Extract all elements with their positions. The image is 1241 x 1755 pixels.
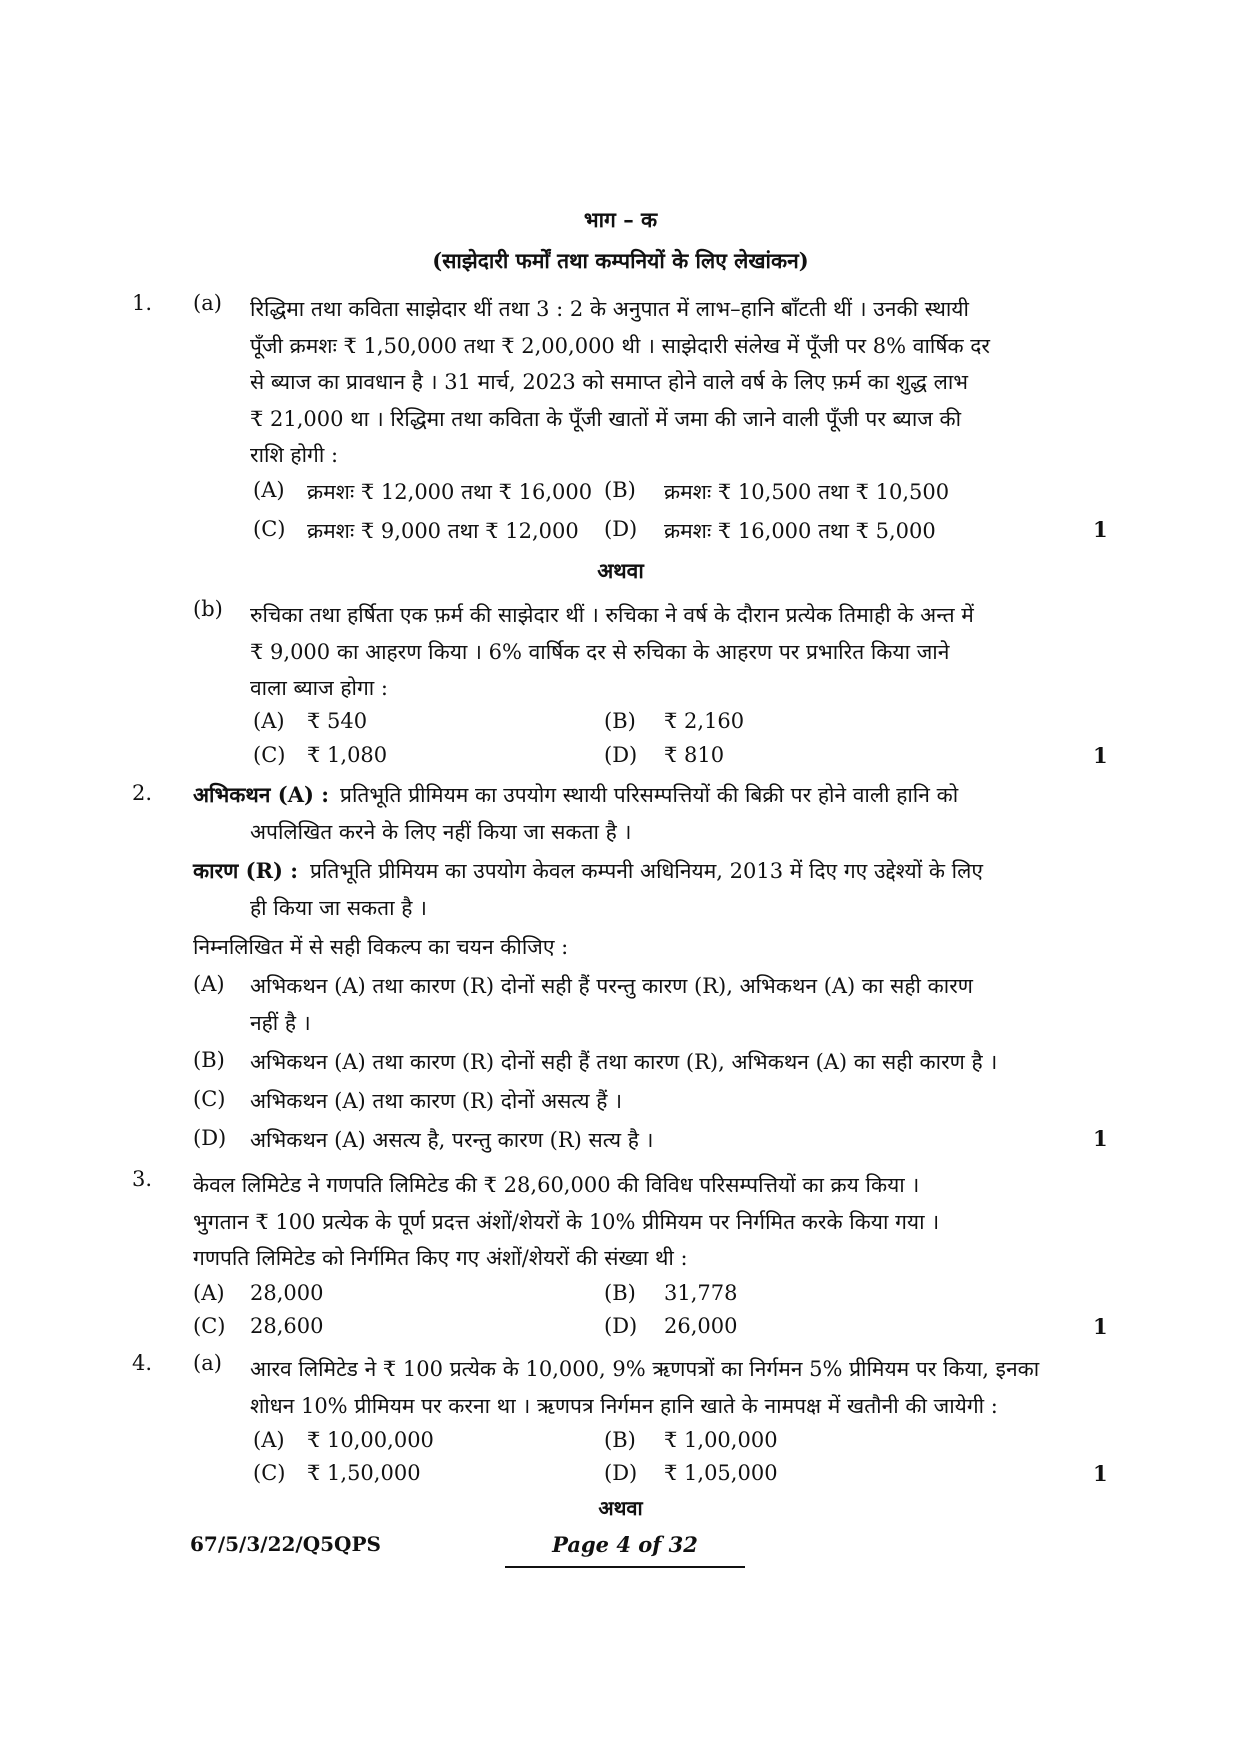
q1a-option-b-text: क्रमशः ₹ 10,500 तथा ₹ 10,500 — [664, 480, 950, 504]
q4a-option-d-text: ₹ 1,05,000 — [664, 1461, 778, 1485]
q4a-option-d-label: (D) — [604, 1461, 638, 1485]
q1b-option-c-label: (C) — [253, 743, 286, 767]
section-subtitle: (साझेदारी फर्मों तथा कम्पनियों के लिए लेखांकन) — [432, 248, 809, 273]
q3-option-c-text: 28,600 — [250, 1314, 324, 1338]
reason-line-2: ही किया जा सकता है । — [250, 896, 428, 920]
q1b-option-a-label: (A) — [253, 709, 285, 733]
q4a-option-a-text: ₹ 10,00,000 — [307, 1428, 434, 1452]
q1b-marks: 1 — [1093, 743, 1108, 768]
q4a-line: आरव लिमिटेड ने ₹ 100 प्रत्येक के 10,000, 9% ऋणपत्रों का निर्गमन 5% प्रीमियम पर किया, इनका — [250, 1357, 1040, 1381]
q1a-line: से ब्याज का प्रावधान है । 31 मार्च, 2023 को समाप्त होने वाले वर्ष के लिए फ़र्म का शुद्ध लाभ — [250, 370, 969, 394]
question-1-number: 1. — [132, 291, 153, 315]
question-1b-label: (b) — [193, 597, 223, 621]
or-separator: अथवा — [597, 558, 644, 583]
q4a-option-c-text: ₹ 1,50,000 — [307, 1461, 421, 1485]
paper-code: 67/5/3/22/Q5QPS — [190, 1532, 381, 1556]
question-4a-label: (a) — [193, 1351, 222, 1375]
question-4-number: 4. — [132, 1351, 153, 1375]
q1b-line: वाला ब्याज होगा : — [250, 676, 388, 700]
question-1a-label: (a) — [193, 291, 222, 315]
section-title: भाग – क — [583, 207, 658, 232]
q4a-option-b-label: (B) — [604, 1428, 636, 1452]
q1b-option-b-label: (B) — [604, 709, 636, 733]
assertion-line-1: प्रतिभूति प्रीमियम का उपयोग स्थायी परिसम्पत्तियों की बिक्री पर होने वाली हानि को — [340, 783, 959, 807]
q1a-option-d-label: (D) — [604, 517, 638, 541]
q2-option-b-text: अभिकथन (A) तथा कारण (R) दोनों सही हैं तथा कारण (R), अभिकथन (A) का सही कारण है । — [250, 1050, 998, 1074]
q2-option-d-text: अभिकथन (A) असत्य है, परन्तु कारण (R) सत्य है । — [250, 1128, 654, 1152]
q2-option-a-label: (A) — [193, 972, 225, 996]
q4a-option-b-text: ₹ 1,00,000 — [664, 1428, 778, 1452]
q3-option-a-label: (A) — [193, 1281, 225, 1305]
q3-marks: 1 — [1093, 1314, 1108, 1339]
q1a-line: ₹ 21,000 था । रिद्धिमा तथा कविता के पूँजी खातों में जमा की जाने वाली पूँजी पर ब्याज की — [250, 406, 962, 431]
q4a-option-a-label: (A) — [253, 1428, 285, 1452]
reason-line-1: प्रतिभूति प्रीमियम का उपयोग केवल कम्पनी अधिनियम, 2013 में दिए गए उद्देश्यों के लिए — [310, 859, 983, 883]
q4a-line: शोधन 10% प्रीमियम पर करना था । ऋणपत्र निर्गमन हानि खाते के नामपक्ष में खतौनी की जायेगी : — [250, 1393, 998, 1418]
question-4a-text — [250, 1351, 1039, 1424]
q3-option-c-label: (C) — [193, 1314, 226, 1338]
reason-label: कारण (R) : — [193, 858, 299, 883]
q1a-option-c-label: (C) — [253, 517, 286, 541]
q3-option-d-label: (D) — [604, 1314, 638, 1338]
q3-line: भुगतान ₹ 100 प्रत्येक के पूर्ण प्रदत्त अंशों/शेयरों के 10% प्रीमियम पर निर्गमित करके किया गया । — [193, 1209, 940, 1234]
q1a-option-a-label: (A) — [253, 478, 285, 502]
q2-instruction: निम्नलिखित में से सही विकल्प का चयन कीजिए : — [193, 935, 569, 959]
q3-option-b-label: (B) — [604, 1281, 636, 1305]
q2-option-a-line-2: नहीं है । — [250, 1011, 311, 1035]
q2-option-d-label: (D) — [193, 1126, 227, 1150]
q1a-option-c-text: क्रमशः ₹ 9,000 तथा ₹ 12,000 — [307, 519, 579, 543]
q1b-option-d-label: (D) — [604, 743, 638, 767]
q3-option-b-text: 31,778 — [664, 1281, 738, 1305]
q1a-line: राशि होगी : — [250, 443, 339, 467]
footer-underline — [505, 1566, 745, 1568]
q1a-option-b-label: (B) — [604, 478, 636, 502]
question-3-text — [193, 1167, 939, 1277]
question-2-number: 2. — [132, 781, 153, 805]
question-3-number: 3. — [132, 1167, 153, 1191]
q2-option-c-text: अभिकथन (A) तथा कारण (R) दोनों असत्य हैं । — [250, 1089, 623, 1113]
q4a-marks: 1 — [1093, 1461, 1108, 1486]
assertion-line-2: अपलिखित करने के लिए नहीं किया जा सकता है । — [250, 820, 632, 844]
page-number: Page 4 of 32 — [552, 1532, 698, 1557]
q1b-line: ₹ 9,000 का आहरण किया । 6% वार्षिक दर से रुचिका के आहरण पर प्रभारित किया जाने — [250, 639, 950, 664]
q1a-marks: 1 — [1093, 517, 1108, 542]
q1b-line: रुचिका तथा हर्षिता एक फ़र्म की साझेदार थीं । रुचिका ने वर्ष के दौरान प्रत्येक तिमाही के अन्त में — [250, 603, 974, 627]
q1a-line: पूँजी क्रमशः ₹ 1,50,000 तथा ₹ 2,00,000 थी । साझेदारी संलेख में पूँजी पर 8% वार्षिक दर — [250, 333, 990, 358]
q1a-option-d-text: क्रमशः ₹ 16,000 तथा ₹ 5,000 — [664, 519, 936, 543]
q2-option-a-line-1: अभिकथन (A) तथा कारण (R) दोनों सही हैं परन्तु कारण (R), अभिकथन (A) का सही कारण — [250, 974, 973, 998]
q3-line: केवल लिमिटेड ने गणपति लिमिटेड की ₹ 28,60,000 की विविध परिसम्पत्तियों का क्रय किया । — [193, 1173, 920, 1197]
question-1b-text — [250, 597, 974, 707]
q1b-option-b-text: ₹ 2,160 — [664, 709, 745, 733]
q3-line: गणपति लिमिटेड को निर्गमित किए गए अंशों/शेयरों की संख्या थी : — [193, 1246, 688, 1270]
q2-option-c-label: (C) — [193, 1087, 226, 1111]
or-separator: अथवा — [598, 1496, 643, 1520]
assertion-label: अभिकथन (A) : — [193, 782, 329, 807]
q3-option-d-text: 26,000 — [664, 1314, 738, 1338]
q1b-option-c-text: ₹ 1,080 — [307, 743, 388, 767]
q3-option-a-text: 28,000 — [250, 1281, 324, 1305]
q1a-line: रिद्धिमा तथा कविता साझेदार थीं तथा 3 : 2 के अनुपात में लाभ–हानि बाँटती थीं । उनकी स्थायी — [250, 297, 969, 321]
q4a-option-c-label: (C) — [253, 1461, 286, 1485]
q1b-option-a-text: ₹ 540 — [307, 709, 368, 733]
q2-marks: 1 — [1093, 1126, 1108, 1151]
q2-option-b-label: (B) — [193, 1048, 225, 1072]
q1a-option-a-text: क्रमशः ₹ 12,000 तथा ₹ 16,000 — [307, 480, 593, 504]
q1b-option-d-text: ₹ 810 — [664, 743, 725, 767]
question-1a-text — [250, 291, 990, 474]
